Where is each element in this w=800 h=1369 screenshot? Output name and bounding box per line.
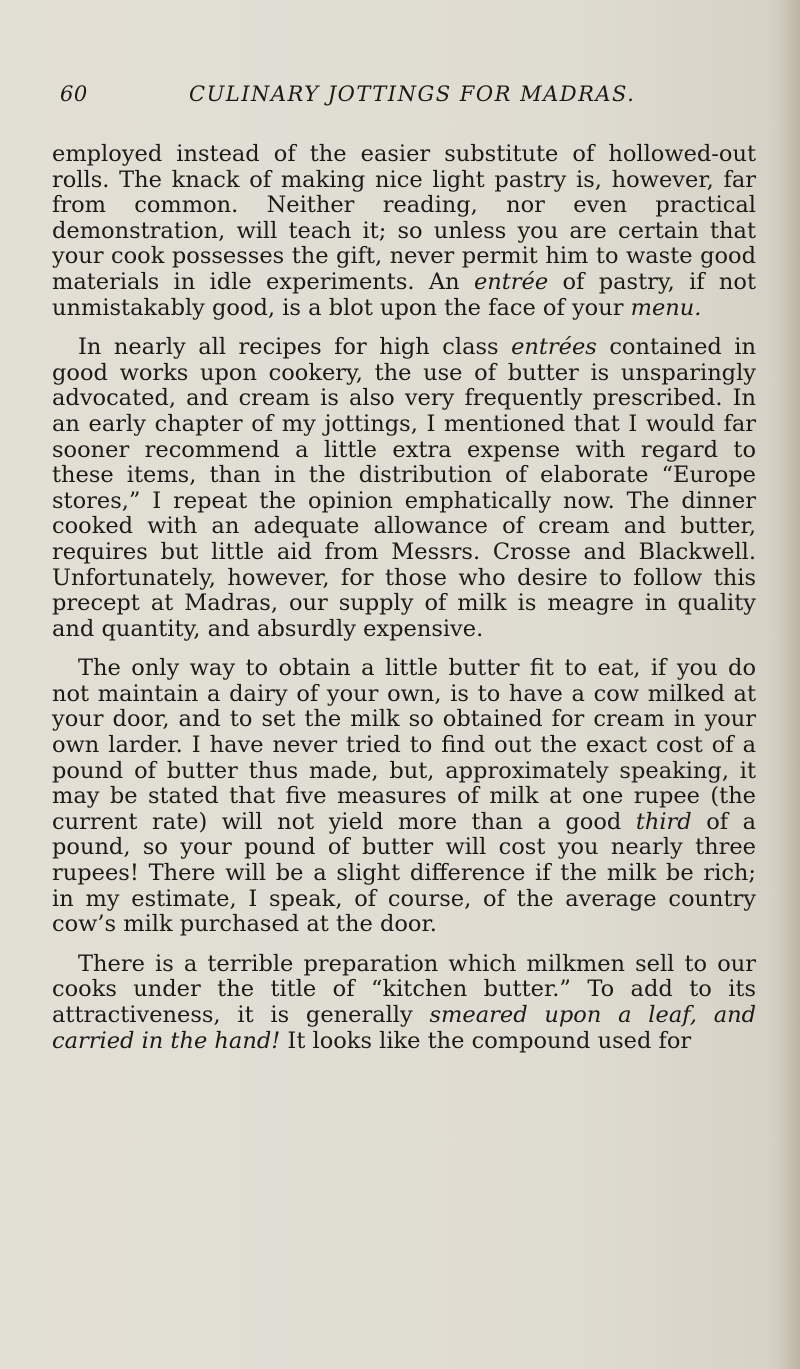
text-segment: employed instead of the easier substitute of hollowed-out rolls. The knack of making nice light pastry is, however, far from common. Neither reading, nor even practical demonstration, will teach it; so unless you are certain that your cook possesses the gift, never permit him to waste good materials in idle experiments. An [52,141,756,295]
page-number: 60 [60,82,88,106]
italic-segment: menu. [630,294,702,321]
italic-segment: smeared upon a leaf, and carried in the hand! [52,1002,756,1054]
italic-segment: entrée [473,268,549,295]
paragraph-3 [52,656,756,938]
text-segment: There is a terrible preparation which milkmen sell to our cooks under the title of “kitchen butter.” To add to its attractiveness, it is generally [52,950,756,1028]
body-text [52,142,756,1054]
text-segment: The only way to obtain a little butter fit to eat, if you do not maintain a dairy of your own, is to have a cow milked at your door, and to set the milk so obtained for cream in your own larder. I have never tried to find out the exact cost of a pound of butter thus made, but, approximately speaking, it may be stated that five measures of milk at one rupee (the current rate) will not yield more than a good [52,655,756,835]
text-segment: It looks like the compound used for [280,1027,692,1054]
paragraph-4 [52,952,756,1054]
paragraph-2 [52,335,756,642]
italic-segment: entrées [511,334,597,361]
text-segment: In nearly all recipes for high class [78,334,512,361]
running-head: CULINARY JOTTINGS FOR MADRAS. [189,82,636,106]
text-segment: contained in good works upon cookery, the use of butter is unsparingly advocated, and cream is also very frequently prescribed. In an early chapter of my jottings, I mentioned that I would far sooner recommend a little extra expense with regard to these items, than in the distribution of elaborate “Europe stores,” I repeat the opinion emphatically now. The dinner cooked with an adequate allowance of cream and butter, requires but little aid from Messrs. Crosse and Blackwell. Unfortunately, however, for those who desire to follow this precept at Madras, our supply of milk is meagre in quality and quantity, and absurdly expensive. [52,334,756,642]
page-header [60,82,760,116]
page-edge-shadow [778,0,800,1369]
italic-segment: third [635,808,692,835]
text-segment: of pastry, if not unmistakably good, is a blot upon the face of your [52,268,756,321]
paragraph-1 [52,142,756,321]
text-segment: of a pound, so your pound of butter will cost you nearly three rupees! There will be a slight difference if the milk be rich; in my estimate, I speak, of course, of the average country cow’s milk purchased at the door. [52,808,757,938]
